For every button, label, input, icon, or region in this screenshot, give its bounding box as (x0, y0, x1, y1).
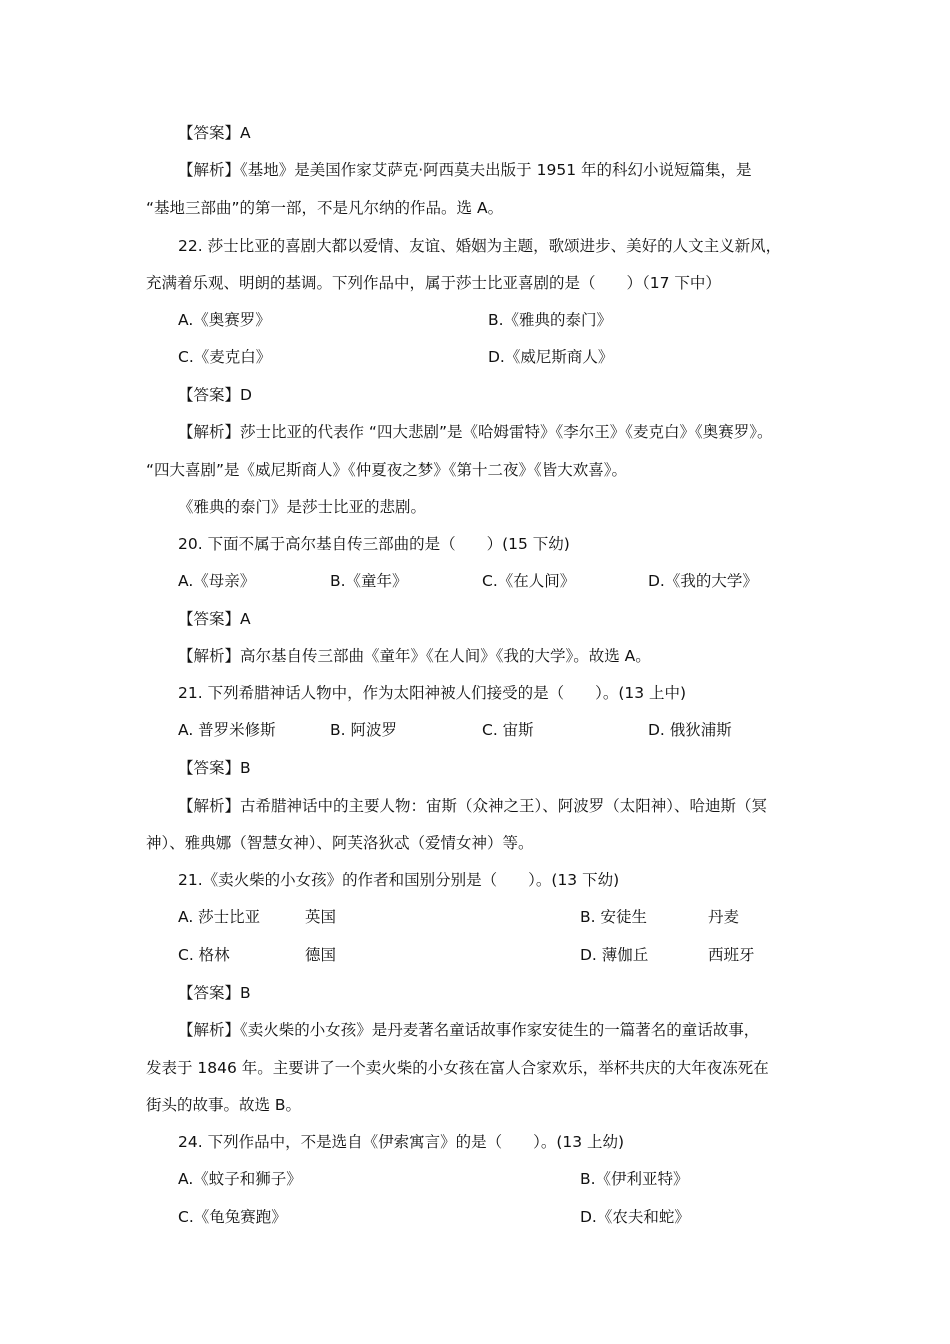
option-row (0, 571, 950, 591)
option-b: B. 安徒生 (580, 908, 647, 926)
analysis-text: 【解析】古希腊神话中的主要人物：宙斯（众神之王）、阿波罗（太阳神）、哈迪斯（冥 (178, 797, 768, 815)
option-c-country: 德国 (305, 946, 337, 964)
option-c: C.《在人间》 (482, 572, 576, 590)
option-a: A. 莎士比亚 (178, 908, 261, 926)
option-d: D.《威尼斯商人》 (488, 348, 614, 366)
option-row (0, 1207, 950, 1227)
option-b: B.《雅典的泰门》 (488, 311, 613, 329)
option-b: B.《童年》 (330, 572, 408, 590)
analysis-text: 【解析】高尔基自传三部曲《童年》《在人间》《我的大学》。故选 A。 (178, 647, 651, 665)
option-a-country: 英国 (305, 908, 337, 926)
answer-label: 【答案】A (178, 124, 251, 142)
option-b: B.《伊利亚特》 (580, 1170, 689, 1188)
question-22: 22. 莎士比亚的喜剧大都以爱情、友谊、婚姻为主题，歌颂进步、美好的人文主义新风， (178, 237, 782, 255)
option-row (0, 347, 950, 367)
option-d: D.《我的大学》 (648, 572, 758, 590)
option-c: C. 宙斯 (482, 721, 534, 739)
analysis-text: 【解析】莎士比亚的代表作 “四大悲剧”是《哈姆雷特》《李尔王》《麦克白》《奥赛罗》。 (178, 423, 773, 441)
option-b: B. 阿波罗 (330, 721, 397, 739)
question-24: 24. 下列作品中，不是选自《伊索寓言》的是（ ）。(13 上幼) (178, 1133, 625, 1151)
option-row (0, 310, 950, 330)
option-a: A.《母亲》 (178, 572, 256, 590)
answer-label: 【答案】B (178, 984, 251, 1002)
option-c: C.《龟兔赛跑》 (178, 1208, 287, 1226)
option-a: A. 普罗米修斯 (178, 721, 276, 739)
question-22-cont: 充满着乐观、明朗的基调。下列作品中，属于莎士比亚喜剧的是（ ）（17 下中） (146, 274, 721, 292)
analysis-text: “基地三部曲”的第一部，不是凡尔纳的作品。选 A。 (146, 199, 504, 217)
option-a: A.《蚊子和狮子》 (178, 1170, 302, 1188)
analysis-text: 街头的故事。故选 B。 (146, 1096, 302, 1114)
question-20: 20. 下面不属于高尔基自传三部曲的是（ ）(15 下幼) (178, 535, 570, 553)
answer-label: 【答案】D (178, 386, 252, 404)
question-21-b: 21.《卖火柴的小女孩》的作者和国别分别是（ ）。(13 下幼) (178, 871, 620, 889)
question-21: 21. 下列希腊神话人物中，作为太阳神被人们接受的是（ ）。(13 上中) (178, 684, 687, 702)
option-d: D. 俄狄浦斯 (648, 721, 732, 739)
analysis-text: 【解析】《基地》是美国作家艾萨克·阿西莫夫出版于 1951 年的科幻小说短篇集，是 (178, 161, 752, 179)
answer-label: 【答案】B (178, 759, 251, 777)
answer-label: 【答案】A (178, 610, 251, 628)
option-row (0, 945, 950, 965)
analysis-text: 【解析】《卖火柴的小女孩》是丹麦著名童话故事作家安徒生的一篇著名的童话故事， (178, 1021, 760, 1039)
analysis-text: “四大喜剧”是《威尼斯商人》《仲夏夜之梦》《第十二夜》《皆大欢喜》。 (146, 461, 628, 479)
analysis-text: 神）、雅典娜（智慧女神）、阿芙洛狄忒（爱情女神）等。 (146, 834, 534, 852)
option-a: A.《奥赛罗》 (178, 311, 271, 329)
option-b-country: 丹麦 (708, 908, 740, 926)
option-d: D.《农夫和蛇》 (580, 1208, 690, 1226)
option-row (0, 720, 950, 740)
option-row (0, 1169, 950, 1189)
option-c: C. 格林 (178, 946, 230, 964)
option-c: C.《麦克白》 (178, 348, 272, 366)
option-d: D. 薄伽丘 (580, 946, 649, 964)
option-d-country: 西班牙 (708, 946, 755, 964)
option-row (0, 907, 950, 927)
analysis-text: 发表于 1846 年。主要讲了一个卖火柴的小女孩在富人合家欢乐，举杯共庆的大年夜冻死在 (146, 1059, 769, 1077)
analysis-text: 《雅典的泰门》是莎士比亚的悲剧。 (178, 498, 427, 516)
